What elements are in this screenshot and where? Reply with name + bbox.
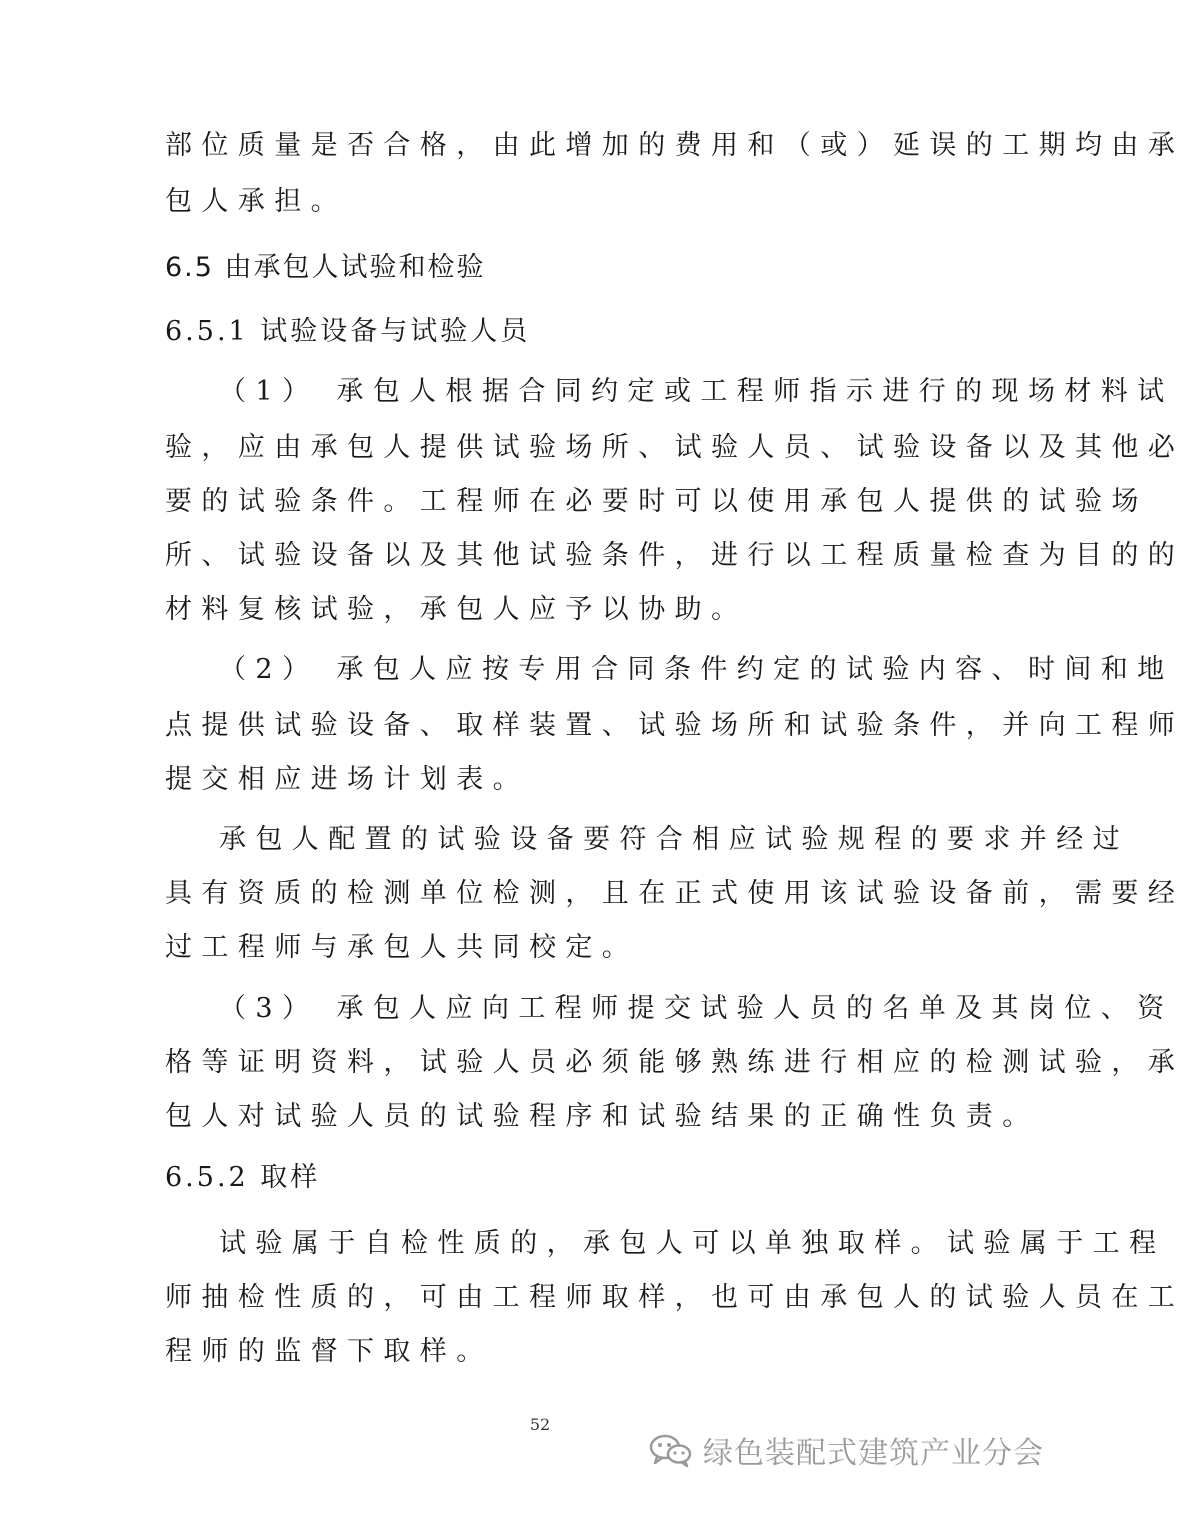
section-heading-6-5-2: 6.5.2 取样 <box>165 1162 321 1193</box>
body-line: 格等证明资料，试验人员必须能够熟练进行相应的检测试验，承 <box>165 1047 1184 1078</box>
watermark <box>649 1428 1044 1472</box>
body-line: （1） 承包人根据合同约定或工程师指示进行的现场材料试 <box>219 376 1174 407</box>
body-line: 验，应由承包人提供试验场所、试验人员、试验设备以及其他必 <box>165 432 1184 463</box>
body-line: （2） 承包人应按专用合同条件约定的试验内容、时间和地 <box>219 654 1174 685</box>
watermark-text: 绿色装配式建筑产业分会 <box>703 1436 1044 1471</box>
body-line: 部位质量是否合格，由此增加的费用和（或）延误的工期均由承 <box>165 130 1184 161</box>
section-heading-6-5: 6.5 由承包人试验和检验 <box>165 252 486 283</box>
body-line: 程师的监督下取样。 <box>165 1336 493 1367</box>
wechat-icon <box>649 1433 693 1467</box>
body-line: 包人对试验人员的试验程序和试验结果的正确性负责。 <box>165 1101 1039 1132</box>
section-heading-6-5-1: 6.5.1 试验设备与试验人员 <box>165 316 531 347</box>
body-line: 师抽检性质的，可由工程师取样，也可由承包人的试验人员在工 <box>165 1282 1184 1313</box>
body-line: 所、试验设备以及其他试验条件，进行以工程质量检查为目的的 <box>165 540 1184 571</box>
body-line: 提交相应进场计划表。 <box>165 764 529 795</box>
body-line: （3） 承包人应向工程师提交试验人员的名单及其岗位、资 <box>219 993 1174 1024</box>
body-line: 包人承担。 <box>165 186 347 217</box>
body-line: 材料复核试验，承包人应予以协助。 <box>165 594 748 625</box>
body-line: 承包人配置的试验设备要符合相应试验规程的要求并经过 <box>219 824 1129 855</box>
body-line: 试验属于自检性质的，承包人可以单独取样。试验属于工程 <box>219 1228 1166 1259</box>
body-line: 过工程师与承包人共同校定。 <box>165 932 639 963</box>
body-line: 要的试验条件。工程师在必要时可以使用承包人提供的试验场 <box>165 486 1148 517</box>
body-line: 具有资质的检测单位检测，且在正式使用该试验设备前，需要经 <box>165 878 1184 909</box>
body-line: 点提供试验设备、取样装置、试验场所和试验条件，并向工程师 <box>165 710 1184 741</box>
page-number: 52 <box>529 1415 551 1434</box>
